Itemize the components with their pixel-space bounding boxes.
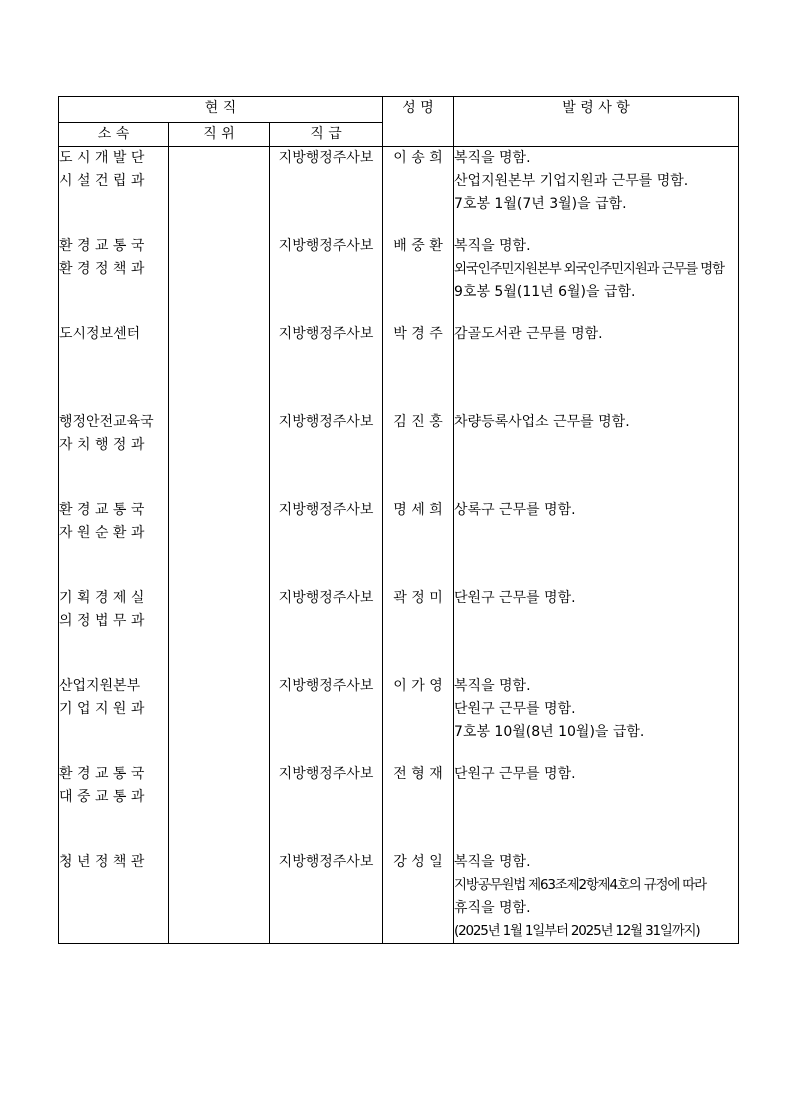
cell-name: 김 진 홍 — [383, 411, 454, 499]
cell-order — [454, 411, 739, 499]
order-line: 단원구 근무를 명함. — [454, 765, 576, 782]
order-line: 7호봉 10월(8년 10월)을 급함. — [454, 723, 645, 740]
order-line: (2025년 1월 1일부터 2025년 12월 31일까지) — [454, 922, 700, 939]
dept-line: 산업지원본부 — [59, 677, 141, 694]
order-line: 산업지원본부 기업지원과 근무를 명함. — [454, 173, 689, 189]
table-row — [59, 323, 739, 411]
table-row — [59, 411, 739, 499]
dept-line: 자 치 행 정 과 — [59, 436, 145, 453]
table-row — [59, 851, 739, 944]
cell-order — [454, 675, 739, 763]
order-line: 감골도서관 근무를 명함. — [454, 325, 603, 342]
cell-dept — [59, 323, 169, 411]
cell-rank: 지방행정주사보 — [270, 323, 383, 411]
order-line: 외국인주민지원본부 외국인주민지원과 근무를 명함 — [454, 260, 724, 277]
header-position: 직 위 — [169, 123, 270, 147]
cell-rank: 지방행정주사보 — [270, 499, 383, 587]
cell-order — [454, 323, 739, 411]
cell-name: 배 중 환 — [383, 235, 454, 323]
cell-dept — [59, 147, 169, 235]
order-line: 차량등록사업소 근무를 명함. — [454, 413, 630, 430]
dept-line: 환 경 교 통 국 — [59, 501, 145, 518]
cell-position — [169, 499, 270, 587]
cell-position — [169, 235, 270, 323]
cell-name: 명 세 희 — [383, 499, 454, 587]
cell-position — [169, 763, 270, 851]
cell-rank: 지방행정주사보 — [270, 763, 383, 851]
cell-order — [454, 851, 739, 944]
dept-line: 도 시 개 발 단 — [59, 150, 145, 166]
dept-line: 환 경 정 책 과 — [59, 260, 145, 277]
order-line: 복직을 명함. — [454, 150, 531, 166]
cell-dept — [59, 675, 169, 763]
cell-order — [454, 763, 739, 851]
cell-order — [454, 147, 739, 235]
dept-line: 기 획 경 제 실 — [59, 589, 145, 606]
table-body — [59, 147, 739, 944]
table-row — [59, 235, 739, 323]
cell-rank: 지방행정주사보 — [270, 411, 383, 499]
cell-name: 곽 정 미 — [383, 587, 454, 675]
cell-position — [169, 411, 270, 499]
cell-dept — [59, 411, 169, 499]
dept-line: 도시정보센터 — [59, 325, 141, 342]
cell-dept — [59, 763, 169, 851]
cell-rank: 지방행정주사보 — [270, 675, 383, 763]
personnel-order-table — [58, 96, 739, 944]
cell-rank: 지방행정주사보 — [270, 147, 383, 235]
order-line: 복직을 명함. — [454, 677, 531, 694]
cell-order — [454, 235, 739, 323]
cell-rank: 지방행정주사보 — [270, 235, 383, 323]
cell-name: 이 가 영 — [383, 675, 454, 763]
table-row — [59, 147, 739, 235]
order-line: 단원구 근무를 명함. — [454, 589, 576, 606]
header-rank: 직 급 — [270, 123, 383, 147]
table-row — [59, 587, 739, 675]
dept-line: 환 경 교 통 국 — [59, 765, 145, 782]
cell-position — [169, 675, 270, 763]
cell-position — [169, 323, 270, 411]
dept-line: 의 정 법 무 과 — [59, 612, 145, 629]
dept-line: 대 중 교 통 과 — [59, 788, 145, 805]
cell-name: 강 성 일 — [383, 851, 454, 944]
cell-order — [454, 499, 739, 587]
cell-dept — [59, 499, 169, 587]
cell-name: 전 형 재 — [383, 763, 454, 851]
cell-dept — [59, 851, 169, 944]
cell-name: 이 송 희 — [383, 147, 454, 235]
table-row — [59, 499, 739, 587]
dept-line: 시 설 건 립 과 — [59, 173, 145, 189]
cell-position — [169, 587, 270, 675]
cell-rank: 지방행정주사보 — [270, 851, 383, 944]
cell-name: 박 경 주 — [383, 323, 454, 411]
cell-dept — [59, 587, 169, 675]
header-dept: 소 속 — [59, 123, 169, 147]
dept-line: 환 경 교 통 국 — [59, 237, 145, 254]
order-line: 7호봉 1월(7년 3월)을 급함. — [454, 196, 627, 212]
cell-position — [169, 147, 270, 235]
cell-rank: 지방행정주사보 — [270, 587, 383, 675]
order-line: 상록구 근무를 명함. — [454, 501, 576, 518]
table-header — [59, 97, 739, 147]
order-line: 단원구 근무를 명함. — [454, 700, 576, 717]
dept-line: 자 원 순 환 과 — [59, 524, 145, 541]
order-line: 9호봉 5월(11년 6월)을 급함. — [454, 283, 636, 300]
cell-dept — [59, 235, 169, 323]
header-name: 성 명 — [383, 97, 454, 147]
header-order: 발 령 사 항 — [454, 97, 739, 147]
header-current-position: 현 직 — [59, 97, 383, 123]
dept-line: 기 업 지 원 과 — [59, 700, 145, 717]
cell-order — [454, 587, 739, 675]
order-line: 휴직을 명함. — [454, 899, 531, 916]
table-row — [59, 675, 739, 763]
cell-position — [169, 851, 270, 944]
order-line: 지방공무원법 제63조제2항제4호의 규정에 따라 — [454, 876, 706, 893]
dept-line: 청 년 정 책 관 — [59, 853, 145, 870]
dept-line: 행정안전교육국 — [59, 413, 154, 430]
table-row — [59, 763, 739, 851]
order-line: 복직을 명함. — [454, 237, 531, 254]
order-line: 복직을 명함. — [454, 853, 531, 870]
